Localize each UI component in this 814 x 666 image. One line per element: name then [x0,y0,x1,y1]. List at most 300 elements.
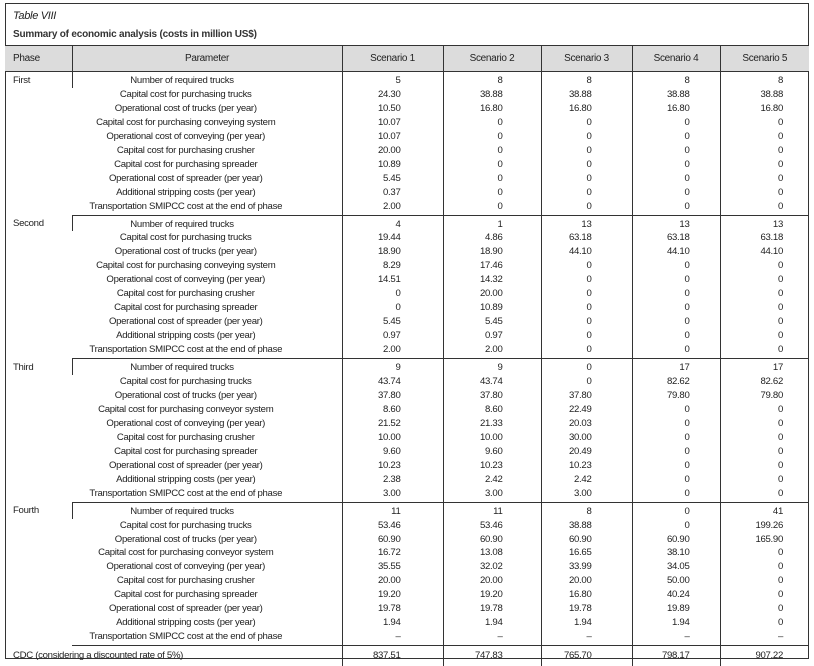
scenario-5-value: 165.90 [720,533,809,547]
scenario-5-value: 16.80 [720,102,809,116]
scenario-5-value: 0 [720,329,809,343]
parameter-name: Operational cost of spreader (per year) [108,316,263,328]
scenario-3-value: 20.03 [541,417,632,431]
scenario-5-value: 8 [720,72,809,88]
scenario-3-value: 38.88 [541,88,632,102]
scenario-5-value: 0 [720,574,809,588]
scenario-4-value: 17 [632,359,720,375]
scenario-4-value: 0 [632,403,720,417]
table-row [5,588,809,602]
parameter-name: Capital cost for purchasing spreader [114,589,258,601]
parameter-name: Operational cost of conveying (per year) [106,274,266,286]
scenario-1-value: 14.51 [342,273,443,287]
scenario-2-value: 1.94 [443,616,541,630]
scenario-4-value: 82.62 [632,375,720,389]
parameter-name: Capital cost for purchasing spreader [114,445,258,457]
scenario-3-value: 0 [541,301,632,315]
scenario-1-value: 8.29 [342,259,443,273]
scenario-2-value: 0 [443,116,541,130]
scenario-5-value: 41 [720,502,809,518]
scenario-5-value: 0 [720,130,809,144]
parameter-name: Additional stripping costs (per year) [116,186,256,198]
table-row [5,445,809,459]
scenario-2-value: 0 [443,186,541,200]
scenario-3-value: 10.23 [541,459,632,473]
scenario-5-value: 0 [720,602,809,616]
table-row [5,343,809,358]
scenario-1-value: 2.00 [342,343,443,358]
scenario-3-value: 30.00 [541,431,632,445]
scenario-2-value: 20.00 [443,287,541,301]
table-row [5,245,809,259]
scenario-4-value: 0 [632,417,720,431]
scenario-4-value: 0 [632,473,720,487]
parameter-name: Operational cost of spreader (per year) [108,172,263,184]
scenario-5-value: 0 [720,445,809,459]
scenario-2-value: 53.46 [443,519,541,533]
scenario-4-value: 0 [632,487,720,502]
parameter-name: Transportation SMIPCC cost at the end of phase [72,487,342,502]
scenario-4-value: 0 [632,502,720,518]
parameter-name: Capital cost for purchasing crusher [116,144,255,156]
table-row [5,602,809,616]
cdc-scenario-3: 765.70 [541,646,632,666]
scenario-5-value: 0 [720,116,809,130]
scenario-3-value: 2.42 [541,473,632,487]
scenario-1-value: 9.60 [342,445,443,459]
scenario-1-value: 0.37 [342,186,443,200]
scenario-3-value: 16.80 [541,102,632,116]
parameter-name: Additional stripping costs (per year) [116,330,256,342]
scenario-5-value: 0 [720,431,809,445]
scenario-5-value: 63.18 [720,231,809,245]
scenario-1-value: 19.78 [342,602,443,616]
scenario-2-value: 0 [443,200,541,215]
header-parameter: Parameter [72,46,342,72]
header-phase: Phase [5,46,72,72]
scenario-3-value: 20.49 [541,445,632,459]
scenario-2-value: 5.45 [443,315,541,329]
scenario-3-value: 16.65 [541,546,632,560]
scenario-1-value: 10.50 [342,102,443,116]
scenario-2-value: 8.60 [443,403,541,417]
scenario-2-value: 38.88 [443,88,541,102]
scenario-2-value: 16.80 [443,102,541,116]
table-row [5,487,809,502]
table-row [5,431,809,445]
parameter-name: Operational cost of spreader (per year) [108,459,263,471]
parameter-name: Transportation SMIPCC cost at the end of phase [72,200,342,215]
scenario-3-value: 0 [541,200,632,215]
scenario-1-value: 10.07 [342,116,443,130]
parameter-name: Number of required trucks [72,359,342,375]
economic-analysis-table [5,45,809,666]
parameter-name: Operational cost of conveying (per year) [106,417,266,429]
parameter-name: Capital cost for purchasing crusher [116,431,255,443]
scenario-1-value: 5.45 [342,172,443,186]
scenario-3-value: 44.10 [541,245,632,259]
scenario-5-value: 38.88 [720,88,809,102]
scenario-3-value: 1.94 [541,616,632,630]
scenario-3-value: 3.00 [541,487,632,502]
parameter-name: Transportation SMIPCC cost at the end of phase [72,343,342,358]
scenario-1-value: 10.00 [342,431,443,445]
scenario-1-value: 53.46 [342,519,443,533]
parameter-name: Capital cost for purchasing trucks [119,232,252,244]
parameter-name: Capital cost for purchasing trucks [119,519,252,531]
scenario-4-value: 0 [632,200,720,215]
parameter-name: Capital cost for purchasing spreader [114,158,258,170]
scenario-2-value: 0 [443,130,541,144]
parameter-name: Operational cost of trucks (per year) [114,102,257,114]
scenario-2-value: – [443,630,541,645]
scenario-3-value: 63.18 [541,231,632,245]
scenario-3-value: 0 [541,116,632,130]
scenario-5-value: 0 [720,473,809,487]
table-row [5,72,809,88]
scenario-2-value: 13.08 [443,546,541,560]
table-row [5,172,809,186]
scenario-4-value: 0 [632,287,720,301]
scenario-1-value: 19.44 [342,231,443,245]
scenario-5-value: 0 [720,459,809,473]
scenario-3-value: 0 [541,315,632,329]
scenario-4-value: 0 [632,273,720,287]
scenario-2-value: 17.46 [443,259,541,273]
parameter-name: Operational cost of conveying (per year) [106,561,266,573]
scenario-1-value: 5 [342,72,443,88]
scenario-3-value: 38.88 [541,519,632,533]
scenario-4-value: 0 [632,158,720,172]
scenario-1-value: 8.60 [342,403,443,417]
scenario-3-value: 0 [541,130,632,144]
scenario-2-value: 43.74 [443,375,541,389]
scenario-2-value: 2.42 [443,473,541,487]
table-row [5,186,809,200]
table-row [5,403,809,417]
scenario-1-value: 10.07 [342,130,443,144]
scenario-5-value: 44.10 [720,245,809,259]
scenario-1-value: 10.23 [342,459,443,473]
scenario-2-value: 8 [443,72,541,88]
phase-name: Second [13,218,44,230]
scenario-1-value: 43.74 [342,375,443,389]
scenario-5-value: 0 [720,560,809,574]
scenario-4-value: 38.88 [632,88,720,102]
table-row [5,546,809,560]
header-scenario-1: Scenario 1 [342,46,443,72]
scenario-3-value: 8 [541,502,632,518]
scenario-5-value: 0 [720,315,809,329]
scenario-2-value: 11 [443,502,541,518]
scenario-4-value: 0 [632,144,720,158]
scenario-5-value: 199.26 [720,519,809,533]
scenario-1-value: – [342,630,443,645]
table-row [5,574,809,588]
scenario-1-value: 35.55 [342,560,443,574]
scenario-5-value: 0 [720,259,809,273]
scenario-5-value: 13 [720,215,809,231]
cdc-scenario-5: 907.22 [720,646,809,666]
table-row [5,359,809,375]
table-row [5,560,809,574]
table-row [5,315,809,329]
scenario-2-value: 9.60 [443,445,541,459]
scenario-2-value: 9 [443,359,541,375]
scenario-4-value: 0 [632,186,720,200]
scenario-5-value: 0 [720,588,809,602]
parameter-name: Number of required trucks [72,215,342,231]
table-row [5,158,809,172]
cdc-scenario-4: 798.17 [632,646,720,666]
scenario-1-value: 0 [342,287,443,301]
header-scenario-4: Scenario 4 [632,46,720,72]
scenario-1-value: 24.30 [342,88,443,102]
scenario-2-value: 0 [443,144,541,158]
scenario-3-value: 8 [541,72,632,88]
scenario-4-value: 0 [632,343,720,358]
scenario-1-value: 2.38 [342,473,443,487]
scenario-1-value: 20.00 [342,144,443,158]
scenario-4-value: 0 [632,431,720,445]
scenario-4-value: 0 [632,116,720,130]
table-number: Table VIII [13,10,57,22]
scenario-1-value: 0 [342,301,443,315]
scenario-1-value: 21.52 [342,417,443,431]
parameter-name: Operational cost of trucks (per year) [114,246,257,258]
scenario-2-value: 10.00 [443,431,541,445]
scenario-3-value: 0 [541,158,632,172]
table-row [5,616,809,630]
scenario-3-value: 22.49 [541,403,632,417]
scenario-4-value: – [632,630,720,645]
scenario-1-value: 16.72 [342,546,443,560]
scenario-1-value: 10.89 [342,158,443,172]
scenario-1-value: 4 [342,215,443,231]
table-row [5,231,809,245]
cdc-label: CDC (considering a discounted rate of 5%) [13,650,184,662]
scenario-1-value: 11 [342,502,443,518]
parameter-name: Capital cost for purchasing crusher [116,575,255,587]
parameter-name: Capital cost for purchasing conveyor system [98,403,274,415]
scenario-2-value: 1 [443,215,541,231]
scenario-2-value: 0 [443,172,541,186]
table-row [5,417,809,431]
scenario-4-value: 8 [632,72,720,88]
table-row [5,375,809,389]
scenario-3-value: 33.99 [541,560,632,574]
table-row [5,533,809,547]
scenario-5-value: 82.62 [720,375,809,389]
parameter-name: Operational cost of spreader (per year) [108,603,263,615]
scenario-4-value: 38.10 [632,546,720,560]
scenario-2-value: 20.00 [443,574,541,588]
scenario-4-value: 34.05 [632,560,720,574]
scenario-4-value: 0 [632,445,720,459]
scenario-3-value: 0 [541,172,632,186]
header-row [5,46,809,72]
scenario-5-value: 0 [720,343,809,358]
header-scenario-5: Scenario 5 [720,46,809,72]
scenario-3-value: 0 [541,273,632,287]
scenario-1-value: 19.20 [342,588,443,602]
scenario-1-value: 9 [342,359,443,375]
scenario-3-value: 16.80 [541,588,632,602]
scenario-2-value: 21.33 [443,417,541,431]
scenario-2-value: 14.32 [443,273,541,287]
scenario-4-value: 0 [632,329,720,343]
scenario-2-value: 18.90 [443,245,541,259]
scenario-3-value: 0 [541,375,632,389]
scenario-4-value: 0 [632,130,720,144]
cdc-row [5,646,809,666]
parameter-name: Operational cost of conveying (per year) [106,130,266,142]
phase-name: Third [13,361,34,373]
scenario-4-value: 0 [632,172,720,186]
scenario-4-value: 0 [632,459,720,473]
scenario-4-value: 44.10 [632,245,720,259]
scenario-1-value: 20.00 [342,574,443,588]
scenario-4-value: 0 [632,315,720,329]
scenario-4-value: 63.18 [632,231,720,245]
scenario-4-value: 60.90 [632,533,720,547]
parameter-name: Capital cost for purchasing trucks [119,376,252,388]
parameter-name: Capital cost for purchasing conveying system [96,116,276,128]
parameter-name: Capital cost for purchasing spreader [114,302,258,314]
table-row [5,130,809,144]
scenario-5-value: 17 [720,359,809,375]
scenario-5-value: 79.80 [720,389,809,403]
scenario-5-value: 0 [720,200,809,215]
table-row [5,88,809,102]
scenario-4-value: 16.80 [632,102,720,116]
scenario-3-value: 0 [541,359,632,375]
scenario-5-value: 0 [720,487,809,502]
scenario-2-value: 10.23 [443,459,541,473]
scenario-4-value: 0 [632,259,720,273]
scenario-2-value: 32.02 [443,560,541,574]
table-row [5,301,809,315]
parameter-name: Number of required trucks [72,72,342,88]
scenario-3-value: 0 [541,186,632,200]
parameter-name: Capital cost for purchasing crusher [116,288,255,300]
parameter-name: Operational cost of trucks (per year) [114,389,257,401]
parameter-name: Number of required trucks [72,502,342,518]
scenario-1-value: 3.00 [342,487,443,502]
scenario-5-value: 0 [720,403,809,417]
parameter-name: Additional stripping costs (per year) [116,473,256,485]
scenario-1-value: 37.80 [342,389,443,403]
scenario-5-value: 0 [720,301,809,315]
scenario-2-value: 0 [443,158,541,172]
scenario-4-value: 19.89 [632,602,720,616]
scenario-5-value: 0 [720,417,809,431]
header-scenario-2: Scenario 2 [443,46,541,72]
table-row [5,144,809,158]
scenario-4-value: 0 [632,519,720,533]
scenario-5-value: 0 [720,273,809,287]
table-row [5,116,809,130]
table-row [5,287,809,301]
scenario-2-value: 10.89 [443,301,541,315]
parameter-name: Additional stripping costs (per year) [116,617,256,629]
scenario-2-value: 0.97 [443,329,541,343]
scenario-3-value: 20.00 [541,574,632,588]
scenario-5-value: 0 [720,172,809,186]
scenario-4-value: 13 [632,215,720,231]
scenario-2-value: 3.00 [443,487,541,502]
table-row [5,102,809,116]
scenario-1-value: 5.45 [342,315,443,329]
scenario-2-value: 2.00 [443,343,541,358]
table-row [5,630,809,645]
table-row [5,519,809,533]
scenario-5-value: 0 [720,616,809,630]
scenario-3-value: – [541,630,632,645]
phase-name: First [13,75,31,86]
scenario-3-value: 0 [541,287,632,301]
scenario-3-value: 0 [541,259,632,273]
header-scenario-3: Scenario 3 [541,46,632,72]
scenario-2-value: 60.90 [443,533,541,547]
scenario-4-value: 1.94 [632,616,720,630]
scenario-1-value: 0.97 [342,329,443,343]
scenario-2-value: 37.80 [443,389,541,403]
parameter-name: Transportation SMIPCC cost at the end of phase [72,630,342,645]
scenario-2-value: 19.78 [443,602,541,616]
scenario-5-value: 0 [720,144,809,158]
cdc-scenario-1: 837.51 [342,646,443,666]
table-caption: Summary of economic analysis (costs in million US$) [13,29,257,40]
scenario-5-value: 0 [720,186,809,200]
scenario-5-value: – [720,630,809,645]
table-row [5,200,809,215]
scenario-5-value: 0 [720,546,809,560]
scenario-1-value: 1.94 [342,616,443,630]
table-row [5,459,809,473]
scenario-4-value: 0 [632,301,720,315]
table-row [5,389,809,403]
table-row [5,473,809,487]
scenario-1-value: 2.00 [342,200,443,215]
parameter-name: Capital cost for purchasing trucks [119,88,252,100]
scenario-3-value: 0 [541,144,632,158]
scenario-5-value: 0 [720,158,809,172]
scenario-2-value: 19.20 [443,588,541,602]
scenario-1-value: 18.90 [342,245,443,259]
scenario-3-value: 0 [541,343,632,358]
parameter-name: Capital cost for purchasing conveying system [96,260,276,272]
cdc-scenario-2: 747.83 [443,646,541,666]
scenario-3-value: 19.78 [541,602,632,616]
scenario-2-value: 4.86 [443,231,541,245]
table-row [5,215,809,231]
scenario-4-value: 40.24 [632,588,720,602]
scenario-5-value: 0 [720,287,809,301]
scenario-3-value: 0 [541,329,632,343]
parameter-name: Operational cost of trucks (per year) [114,533,257,545]
parameter-name: Capital cost for purchasing conveyor system [98,547,274,559]
phase-name: Fourth [13,505,39,517]
table-row [5,502,809,518]
scenario-3-value: 37.80 [541,389,632,403]
table-row [5,273,809,287]
scenario-4-value: 50.00 [632,574,720,588]
table-row [5,259,809,273]
scenario-3-value: 60.90 [541,533,632,547]
scenario-1-value: 60.90 [342,533,443,547]
scenario-4-value: 79.80 [632,389,720,403]
